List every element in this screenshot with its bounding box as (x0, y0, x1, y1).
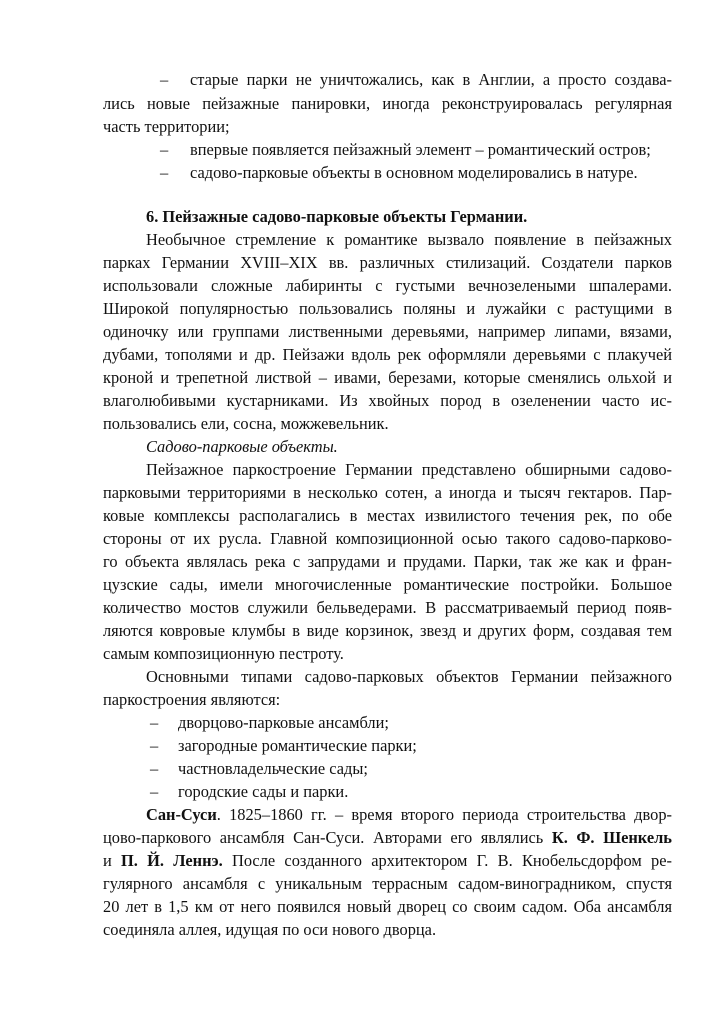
type-list-item: дворцово-парковые ансамбли; (178, 713, 389, 732)
list-item-1-line-2: лись новые пейзажные панировки, иногда реконструировалась регулярная (103, 94, 672, 113)
section-heading: 6. Пейзажные садово-парковые объекты Германии. (146, 207, 528, 226)
paragraph-line: цузские сады, имели многочисленные романтические постройки. Большое (103, 575, 672, 594)
paragraph-line: 20 лет в 1,5 км от него появился новый дворец со своим садом. Оба ансамбля (103, 897, 672, 916)
list-dash: – (160, 163, 169, 182)
paragraph-line: гулярного ансамбля с уникальным террасным садом-виноградником, спустя (103, 874, 672, 893)
type-list-item: частновладельческие сады; (178, 759, 368, 778)
paragraph-line: Пейзажное паркостроение Германии представлено обширными садово- (146, 460, 672, 479)
paragraph-line: кроной и трепетной листвой – ивами, березами, которые сменялись ольхой и (103, 368, 672, 387)
paragraph-line: ляются ковровые клумбы в виде корзинок, звезд и других форм, создавая тем (103, 621, 672, 640)
paragraph-line: парковыми территориями в несколько сотен, а иногда и тысяч гектаров. Пар- (103, 483, 672, 502)
list-item-1-line-1: старые парки не уничтожались, как в Англии, а просто создава- (190, 70, 672, 89)
type-list-item: загородные романтические парки; (178, 736, 417, 755)
list-dash: – (160, 70, 169, 89)
paragraph-line: парках Германии XVIII–XIX вв. различных стилизаций. Создатели парков (103, 253, 672, 272)
paragraph-line: го объекта являлась река с запрудами и прудами. Парки, так же как и фран- (103, 552, 672, 571)
paragraph-line: и П. Й. Леннэ. После созданного архитектором Г. В. Кнобельсдорфом ре- (103, 851, 672, 870)
paragraph-line: стороны от их русла. Главной композиционной осью такого садово-парково- (103, 529, 672, 548)
paragraph-line: дубами, тополями и др. Пейзажи вдоль рек оформляли деревьями с плакучей (103, 345, 672, 364)
list-item-1-line-3: часть территории; (103, 117, 230, 136)
bold-name: К. Ф. Шенкель (551, 828, 672, 847)
paragraph-line: Широкой популярностью пользовались поляны и лужайки с растущими в (103, 299, 672, 318)
paragraph-line: паркостроения являются: (103, 690, 281, 709)
paragraph-line: одиночку или группами лиственными деревьями, например липами, вязами, (103, 322, 672, 341)
list-item-2: впервые появляется пейзажный элемент – романтический остров; (190, 140, 651, 159)
type-list-item: городские сады и парки. (178, 782, 349, 801)
bold-name: П. Й. Леннэ. (121, 851, 223, 870)
paragraph-line: самым композиционную пестроту. (103, 644, 344, 663)
paragraph-line: Необычное стремление к романтике вызвало появление в пейзажных (146, 230, 672, 249)
paragraph-line: количество мостов служили бельведерами. В рассматриваемый период появ- (103, 598, 672, 617)
list-dash: – (150, 713, 159, 732)
list-dash: – (150, 782, 159, 801)
list-dash: – (150, 736, 159, 755)
list-dash: – (150, 759, 159, 778)
list-item-3: садово-парковые объекты в основном моделировались в натуре. (190, 163, 638, 182)
paragraph-line: Основными типами садово-парковых объектов Германии пейзажного (146, 667, 672, 686)
list-dash: – (160, 140, 169, 159)
paragraph-line: ковые комплексы располагались в местах извилистого течения рек, по обе (103, 506, 672, 525)
paragraph-line: Сан-Суси. 1825–1860 гг. – время второго периода строительства двор- (146, 805, 672, 824)
paragraph-line: использовали сложные лабиринты с густыми вечнозелеными шпалерами. (103, 276, 672, 295)
bold-name: Сан-Суси (146, 805, 217, 824)
paragraph-line: пользовались ели, сосна, можжевельник. (103, 414, 389, 433)
paragraph-line: влаголюбивыми кустарниками. Из хвойных пород в озеленении часто ис- (103, 391, 672, 410)
paragraph-line: цово-паркового ансамбля Сан-Суси. Авторами его являлись К. Ф. Шенкель (103, 828, 672, 847)
subheading: Садово-парковые объекты. (146, 437, 338, 456)
paragraph-line: соединяла аллея, идущая по оси нового дворца. (103, 920, 437, 939)
